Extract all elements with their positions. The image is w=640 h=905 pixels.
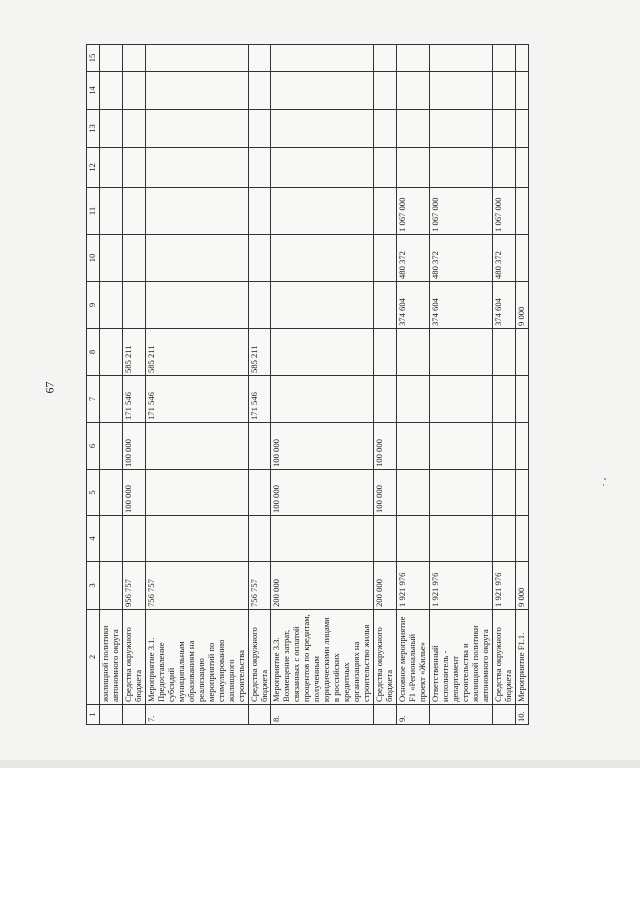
table-cell [271, 329, 374, 376]
table-cell: Средства окружного бюджета [374, 610, 397, 705]
table-cell: 374 604 [397, 282, 430, 329]
table-cell [492, 470, 515, 516]
table-row [248, 45, 271, 725]
table-cell [145, 423, 248, 470]
table-cell [122, 705, 145, 725]
table-cell [122, 148, 145, 188]
table-cell [99, 705, 122, 725]
table-cell [99, 235, 122, 282]
table-cell [492, 516, 515, 562]
table-cell [271, 235, 374, 282]
table-cell [99, 45, 122, 72]
table-cell [122, 72, 145, 110]
table-row [122, 45, 145, 725]
table-cell [122, 110, 145, 148]
table-cell [515, 376, 528, 423]
table-cell [374, 110, 397, 148]
table-cell: 480 372 [492, 235, 515, 282]
table-cell [374, 235, 397, 282]
table-cell: 100 000 [122, 470, 145, 516]
table-cell: 9. [397, 705, 430, 725]
table-cell: 9 000 [515, 562, 528, 610]
table-cell: 956 757 [122, 562, 145, 610]
table-cell: 171 546 [122, 376, 145, 423]
table-cell [248, 423, 271, 470]
table-cell [397, 470, 430, 516]
table-cell: Мероприятие 3.1. Предоставление субсидий муниципальным образованиям на реализацию мероприятий по стимулированию жилищного строительства [145, 610, 248, 705]
table-cell: 9 000 [515, 282, 528, 329]
column-header: 15 [87, 45, 100, 72]
table-cell [430, 516, 493, 562]
table-cell [374, 705, 397, 725]
table-cell [397, 148, 430, 188]
table-cell [374, 282, 397, 329]
table-cell [515, 516, 528, 562]
table-cell [248, 45, 271, 72]
table-row [145, 45, 248, 725]
table-cell [271, 188, 374, 235]
table-cell [430, 705, 493, 725]
table-cell [492, 329, 515, 376]
table-cell [248, 470, 271, 516]
table-cell: 100 000 [122, 423, 145, 470]
table-cell [430, 110, 493, 148]
table-cell [248, 235, 271, 282]
table-cell: 1 067 000 [397, 188, 430, 235]
table-row [397, 45, 430, 725]
rotated-table-container [86, 45, 596, 725]
table-cell: 374 604 [430, 282, 493, 329]
table-cell [99, 423, 122, 470]
table-cell: 585 211 [145, 329, 248, 376]
table-cell: 171 546 [248, 376, 271, 423]
column-header: 14 [87, 72, 100, 110]
table-cell [374, 72, 397, 110]
column-header: 7 [87, 376, 100, 423]
table-row [430, 45, 493, 725]
table-cell [430, 329, 493, 376]
table-cell [515, 110, 528, 148]
table-cell [397, 516, 430, 562]
table-cell [374, 188, 397, 235]
table-cell: 100 000 [374, 423, 397, 470]
table-cell [271, 282, 374, 329]
table-cell: 171 546 [145, 376, 248, 423]
table-cell [515, 188, 528, 235]
table-cell [271, 376, 374, 423]
column-header: 2 [87, 610, 100, 705]
table-cell [515, 72, 528, 110]
table-cell [99, 72, 122, 110]
table-cell: Мероприятие F1.1. [515, 610, 528, 705]
table-cell [145, 148, 248, 188]
table-cell [271, 148, 374, 188]
table-cell [430, 148, 493, 188]
table-cell [248, 188, 271, 235]
table-cell [99, 329, 122, 376]
column-header: 6 [87, 423, 100, 470]
table-cell: 480 372 [430, 235, 493, 282]
table-cell [271, 110, 374, 148]
table-cell: 100 000 [271, 470, 374, 516]
table-cell [122, 282, 145, 329]
column-header: 1 [87, 705, 100, 725]
table-cell [248, 148, 271, 188]
column-header: 11 [87, 188, 100, 235]
table-cell [492, 705, 515, 725]
table-cell [248, 72, 271, 110]
table-cell: Ответственный исполнитель - департамент строительства и жилищной политики автономного округа [430, 610, 493, 705]
table-cell [122, 45, 145, 72]
table-cell [515, 470, 528, 516]
table-cell [397, 376, 430, 423]
table-cell [145, 470, 248, 516]
table-cell [430, 45, 493, 72]
table-cell: 100 000 [271, 423, 374, 470]
table-cell: 7. [145, 705, 248, 725]
table-cell [271, 45, 374, 72]
column-header: 9 [87, 282, 100, 329]
table-cell: Средства окружного бюджета [492, 610, 515, 705]
table-cell [99, 470, 122, 516]
table-cell: 756 757 [145, 562, 248, 610]
table-cell: 10. [515, 705, 528, 725]
budget-table [86, 44, 529, 725]
table-header-row [87, 45, 100, 725]
table-cell [248, 282, 271, 329]
table-cell [515, 45, 528, 72]
table-cell [99, 110, 122, 148]
table-row [515, 45, 528, 725]
table-cell [515, 235, 528, 282]
table-cell: Мероприятие 3.3. Возмещение затрат, связанных с оплатой процентов по кредитам, полученным юридическими лицами в российских кредитных организациях на строительство жилья [271, 610, 374, 705]
table-cell: Средства окружного бюджета [122, 610, 145, 705]
table-cell [122, 516, 145, 562]
table-cell [430, 423, 493, 470]
table-cell [397, 110, 430, 148]
table-cell [374, 516, 397, 562]
table-cell: 756 757 [248, 562, 271, 610]
table-cell [248, 705, 271, 725]
table-cell: 100 000 [374, 470, 397, 516]
table-cell [430, 376, 493, 423]
table-cell: жилищной политики автономного округа [99, 610, 122, 705]
table-cell [145, 235, 248, 282]
table-cell [374, 148, 397, 188]
table-cell [397, 329, 430, 376]
table-cell [492, 148, 515, 188]
table-cell: 1 921 976 [430, 562, 493, 610]
table-cell: 1 067 000 [492, 188, 515, 235]
table-cell: 1 921 976 [397, 562, 430, 610]
table-cell [145, 110, 248, 148]
table-cell: 1 921 976 [492, 562, 515, 610]
table-cell [145, 188, 248, 235]
table-row [492, 45, 515, 725]
column-header: 13 [87, 110, 100, 148]
table-row [374, 45, 397, 725]
table-cell [99, 282, 122, 329]
table-cell: 1 067 000 [430, 188, 493, 235]
table-cell [122, 235, 145, 282]
table-cell [145, 72, 248, 110]
table-cell [248, 110, 271, 148]
table-row [99, 45, 122, 725]
scan-speck [604, 478, 606, 480]
table-cell [99, 516, 122, 562]
table-cell [492, 72, 515, 110]
table-cell [397, 423, 430, 470]
table-cell [492, 110, 515, 148]
table-cell [271, 516, 374, 562]
table-cell [99, 562, 122, 610]
table-cell: Средства окружного бюджета [248, 610, 271, 705]
table-cell: 585 211 [122, 329, 145, 376]
table-cell [374, 329, 397, 376]
table-cell [492, 423, 515, 470]
table-cell: 200 000 [271, 562, 374, 610]
table-cell [492, 45, 515, 72]
table-cell [248, 516, 271, 562]
table-cell [122, 188, 145, 235]
column-header: 10 [87, 235, 100, 282]
table-cell: 200 000 [374, 562, 397, 610]
table-cell [492, 376, 515, 423]
table-cell [515, 423, 528, 470]
table-cell: 480 372 [397, 235, 430, 282]
table-cell [145, 516, 248, 562]
column-header: 5 [87, 470, 100, 516]
scan-speck [603, 484, 604, 486]
table-cell [374, 376, 397, 423]
table-cell [145, 282, 248, 329]
table-cell [99, 376, 122, 423]
page-number: 67 [42, 381, 57, 394]
table-cell [374, 45, 397, 72]
column-header: 4 [87, 516, 100, 562]
table-cell [99, 148, 122, 188]
table-cell [515, 148, 528, 188]
table-cell [430, 72, 493, 110]
table-cell: 585 211 [248, 329, 271, 376]
column-header: 12 [87, 148, 100, 188]
table-cell [430, 470, 493, 516]
table-cell: 8. [271, 705, 374, 725]
table-cell [145, 45, 248, 72]
table-cell [397, 45, 430, 72]
table-cell [271, 72, 374, 110]
column-header: 8 [87, 329, 100, 376]
column-header: 3 [87, 562, 100, 610]
table-cell [99, 188, 122, 235]
table-cell [397, 72, 430, 110]
table-cell: Основное мероприятие F1 «Региональный проект «Жилье» [397, 610, 430, 705]
table-cell [515, 329, 528, 376]
table-cell: 374 604 [492, 282, 515, 329]
table-row [271, 45, 374, 725]
